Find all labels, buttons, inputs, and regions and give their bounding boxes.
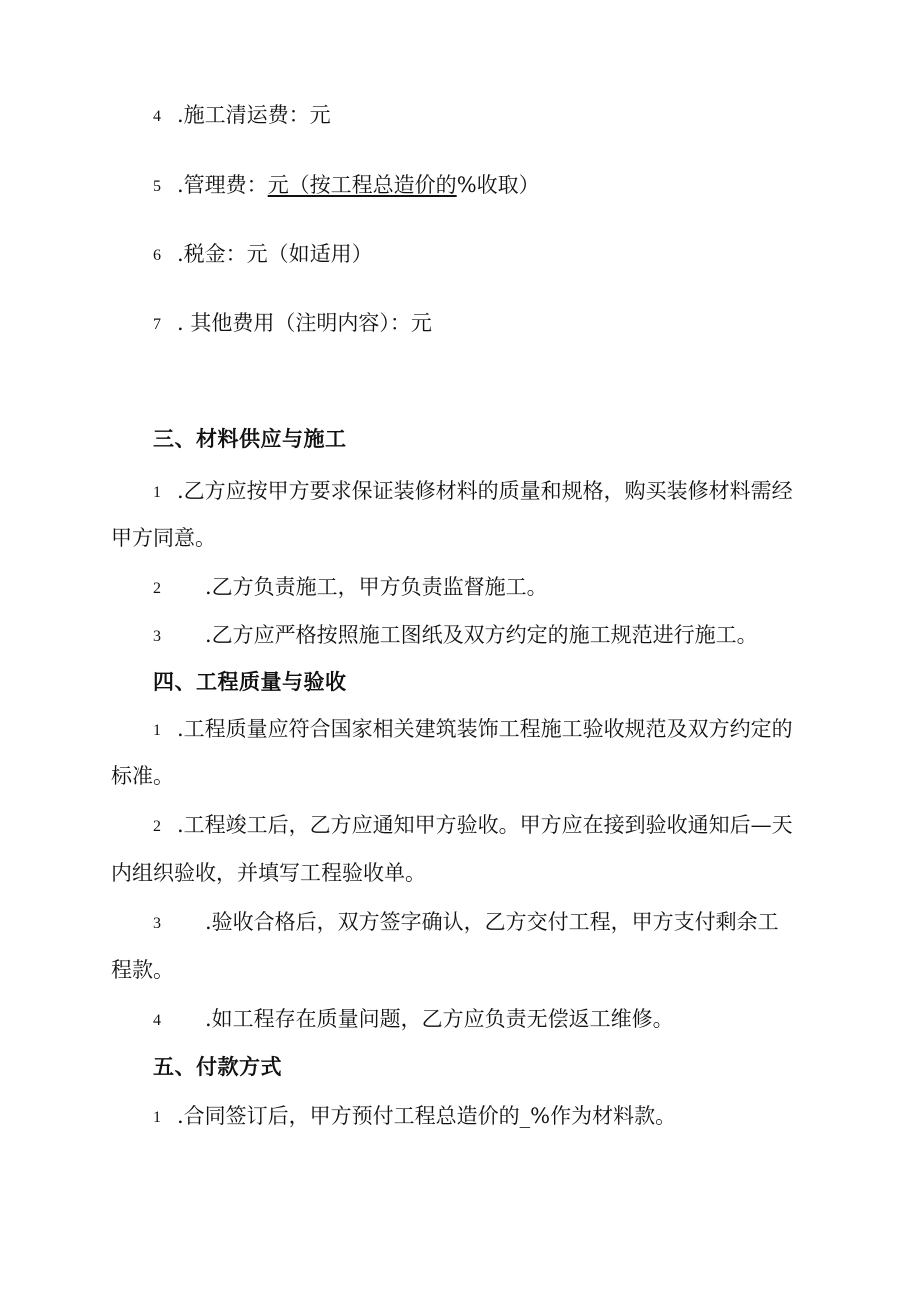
item-text: .乙方应严格按照施工图纸及双方约定的施工规范进行施工。 [205,623,758,647]
item-text-tail: %收取） [456,173,540,197]
fee-item-4 [153,101,331,131]
item-number: 4 [153,1012,161,1029]
section3-item-3 [153,621,758,651]
item-text: .验收合格后，双方签字确认，乙方交付工程，甲方支付剩余工 [205,910,779,934]
section4-item-2 [153,811,793,841]
section4-item-1-continuation: 标准。 [111,764,174,788]
section3-item-2 [153,573,548,603]
fee-item-7 [153,309,432,339]
item-text: . 其他费用（注明内容）：元 [177,311,432,335]
item-text: .工程竣工后，乙方应通知甲方验收。甲方应在接到验收通知后—天 [177,813,793,837]
section4-item-2-continuation: 内组织验收，并填写工程验收单。 [111,861,426,885]
item-text: .乙方负责施工，甲方负责监督施工。 [205,575,548,599]
fee-item-6 [153,240,373,270]
section-heading-4: 四、工程质量与验收 [153,669,347,694]
item-text: .管理费： [177,173,268,197]
item-number: 5 [153,178,161,195]
item-number: 1 [153,1109,161,1126]
section-heading-3: 三、材料供应与施工 [153,426,347,451]
item-number: 2 [153,580,161,597]
section3-item-1 [153,477,793,507]
item-number: 6 [153,247,161,264]
item-text: .如工程存在质量问题，乙方应负责无偿返工维修。 [205,1007,674,1031]
fee-item-5 [153,171,540,201]
underlined-text: 元（按工程总造价的 [267,173,457,197]
item-number: 2 [153,818,161,835]
section4-item-4 [153,1005,674,1035]
section-heading-5: 五、付款方式 [153,1054,282,1079]
item-text: .税金：元（如适用） [177,242,373,266]
item-number: 3 [153,628,161,645]
item-text: .乙方应按甲方要求保证装修材料的质量和规格，购买装修材料需经 [177,479,793,503]
item-text: .施工清运费：元 [177,103,331,127]
item-number: 3 [153,915,161,932]
item-text: .合同签订后，甲方预付工程总造价的_%作为材料款。 [177,1104,677,1128]
section4-item-3-continuation: 程款。 [111,958,174,982]
item-number: 1 [153,484,161,501]
section3-item-1-continuation: 甲方同意。 [111,526,216,550]
section4-item-3 [153,908,779,938]
item-text: .工程质量应符合国家相关建筑装饰工程施工验收规范及双方约定的 [177,717,793,741]
item-number: 4 [153,108,161,125]
section4-item-1 [153,715,793,745]
item-number: 1 [153,722,161,739]
section5-item-1 [153,1102,676,1132]
item-number: 7 [153,316,161,333]
